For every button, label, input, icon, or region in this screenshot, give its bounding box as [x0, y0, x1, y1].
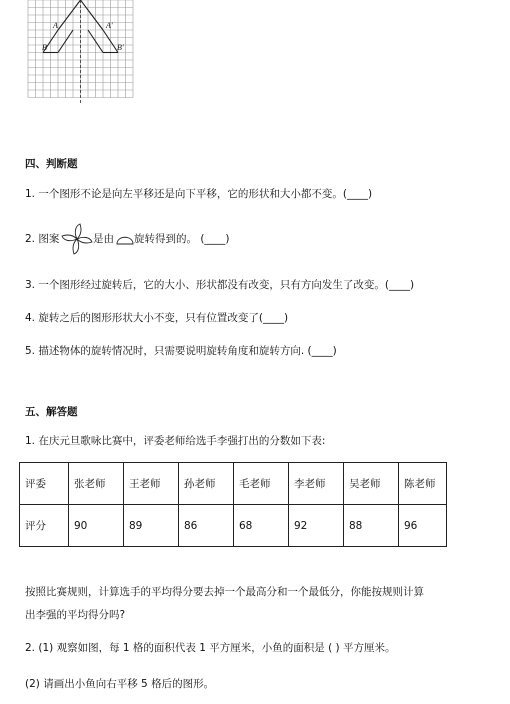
table-cell: 68: [234, 505, 289, 547]
scores-table: [19, 462, 447, 547]
table-cell: 88: [344, 505, 399, 547]
label-a-prime: A': [106, 21, 113, 30]
label-b-prime: B': [117, 43, 124, 52]
q2-prefix: 2. 图案: [25, 233, 60, 245]
table-header-cell: 王老师: [124, 463, 179, 505]
grid-figure-svg: [27, 0, 139, 104]
table-cell: 86: [179, 505, 234, 547]
table-cell: 90: [69, 505, 124, 547]
table-header-cell: 毛老师: [234, 463, 289, 505]
section4-question-2: [25, 232, 59, 252]
section5-question-1-intro: 1. 在庆元旦歌咏比赛中，评委老师给选手李强打出的分数如下表:: [25, 435, 326, 447]
table-header-cell: 评委: [20, 463, 69, 505]
section5-question-2-part1: 2. (1) 观察如图，每 1 格的面积代表 1 平方厘米，小鱼的面积是 ( ) 平方厘米。: [25, 642, 396, 654]
table-header-cell: 吴老师: [344, 463, 399, 505]
table-row: [20, 505, 447, 547]
grid-figure: [27, 0, 139, 104]
section4-question-3: 3. 一个图形经过旋转后，它的大小、形状都没有改变，只有方向发生了改变。(____): [25, 279, 415, 291]
q2-suffix: 旋转得到的。 (____): [134, 233, 230, 245]
section4-question-1: 1. 一个图形不论是向左平移还是向下平移，它的形状和大小都不变。(____): [25, 188, 373, 200]
label-a: A: [53, 21, 58, 30]
pinwheel-icon: [60, 222, 94, 256]
q2-middle: 是由: [93, 233, 114, 245]
table-header-cell: 孙老师: [179, 463, 234, 505]
table-cell: 92: [289, 505, 344, 547]
section5-question-1-line1: 按照比赛规则，计算选手的平均得分要去掉一个最高分和一个最低分，你能按规则计算: [25, 586, 424, 598]
table-header-cell: 陈老师: [399, 463, 447, 505]
table-cell: 96: [399, 505, 447, 547]
section5-question-1-line2: 出李强的平均得分吗?: [25, 609, 126, 621]
table-header-cell: 李老师: [289, 463, 344, 505]
section4-question-5: 5. 描述物体的旋转情况时，只需要说明旋转角度和旋转方向. (____): [25, 345, 337, 357]
table-cell: 89: [124, 505, 179, 547]
section4-title: 四、判断题: [25, 158, 78, 170]
section5-title: 五、解答题: [25, 406, 78, 418]
table-header-cell: 张老师: [69, 463, 124, 505]
section4-question-4: 4. 旋转之后的图形形状大小不变，只有位置改变了(____): [25, 312, 289, 324]
petal-shape-icon: [116, 233, 134, 245]
label-b: B: [42, 43, 47, 52]
table-row: [20, 463, 447, 505]
table-cell: 评分: [20, 505, 69, 547]
section5-question-2-part2: (2) 请画出小鱼向右平移 5 格后的图形。: [25, 678, 215, 690]
